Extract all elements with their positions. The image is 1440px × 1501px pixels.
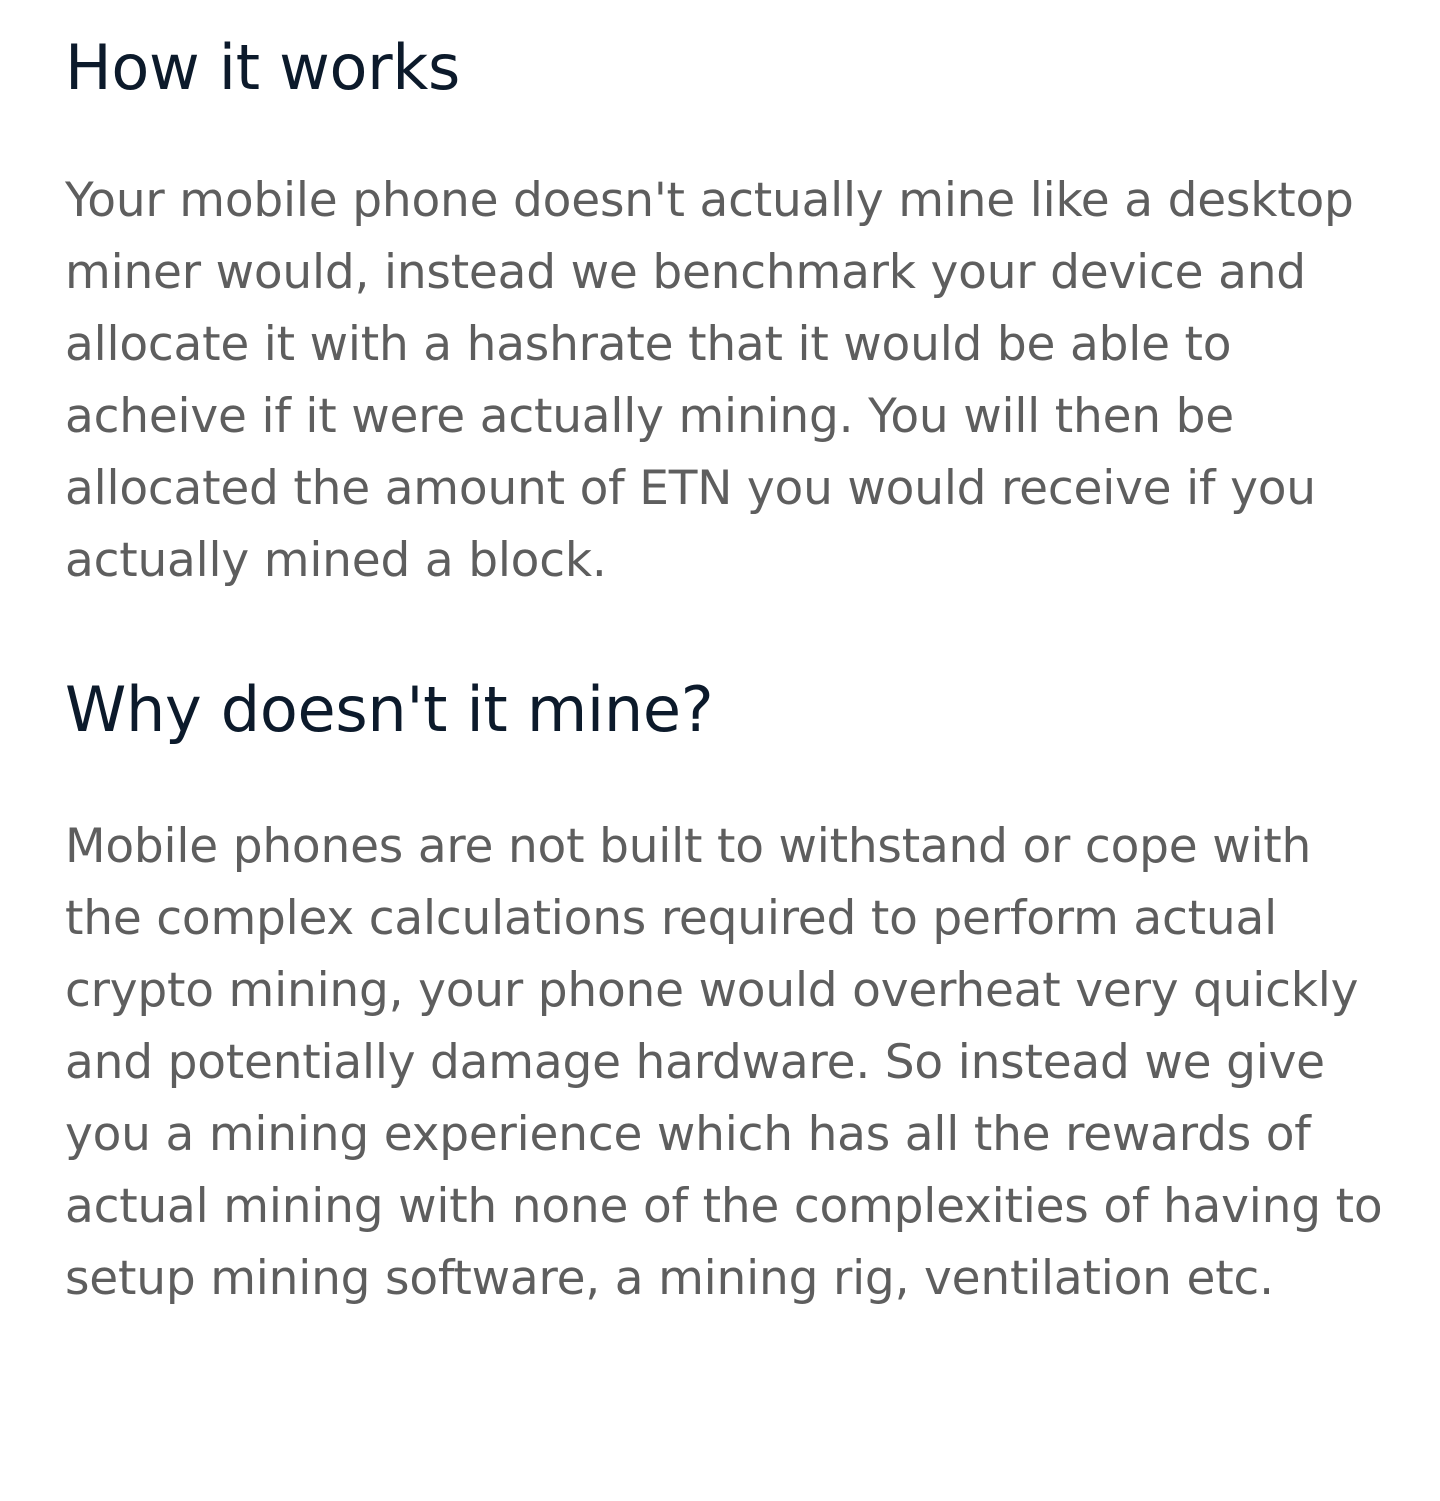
faq-content <box>65 0 1385 1315</box>
section-heading-how-it-works: How it works <box>65 31 460 104</box>
section-heading-why-doesnt-it-mine: Why doesn't it mine? <box>65 673 714 746</box>
section-body-why-doesnt-it-mine: Mobile phones are not built to withstand or cope with the complex calculations required to perform actual crypto mining, your phone would overheat very quickly and potentially damage hardware. So instead we give you a mining experience which has all the rewards of actual mining with none of the complexities of having to setup mining software, a mining rig, ventilation etc. <box>65 819 1383 1306</box>
section-body-how-it-works: Your mobile phone doesn't actually mine like a desktop miner would, instead we benchmark your device and allocate it with a hashrate that it would be able to acheive if it were actually mining. You will then be allocated the amount of ETN you would receive if you actually mined a block. <box>65 173 1354 588</box>
